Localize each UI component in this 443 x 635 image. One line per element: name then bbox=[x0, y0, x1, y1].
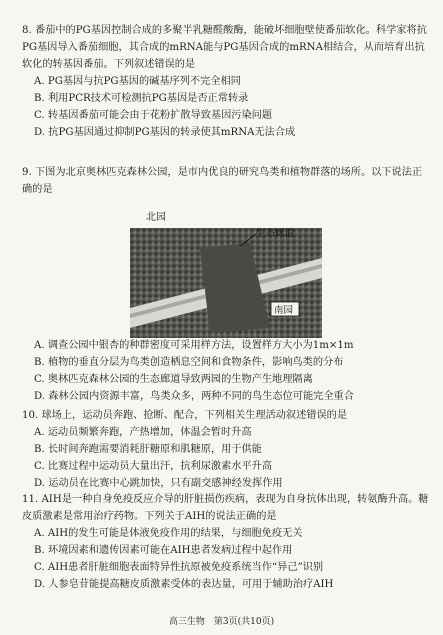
question-11-option-a: A. AIH的发生可能是体液免疫作用的结果，与细胞免疫无关 bbox=[34, 528, 303, 539]
question-10-option-c: C. 比赛过程中运动员大量出汗，抗利尿激素水平升高 bbox=[34, 461, 273, 472]
figure-label-south: 南园 bbox=[274, 305, 294, 316]
question-8-option-b: B. 利用PCR技术可检测抗PG基因是否正常转录 bbox=[34, 93, 249, 104]
page-footer: 高三生物 第3页(共10页) bbox=[168, 617, 275, 627]
question-11-option-d: D. 人参皂苷能提高糖皮质激素受体的表达量，可用于辅助治疗AIH bbox=[34, 579, 334, 590]
question-9-option-d: D. 森林公园内资源丰富，鸟类众多，两种不同的鸟生态位可能完全重合 bbox=[34, 391, 354, 402]
question-10-option-a: A. 运动员频繁奔跑，产热增加，体温会暂时升高 bbox=[34, 427, 252, 438]
question-11-stem: 11. AIH是一种自身免疫反应介导的肝脏损伤疾病，表现为自身抗体出现，转氨酶升高。糖皮质激素是常用治疗药物。下列关于AIH的说法正确的是 bbox=[22, 494, 429, 522]
question-9-stem: 9. 下图为北京奥林匹克森林公园，是市内优良的研究鸟类和植物群落的场所。以下说法正确的是 bbox=[22, 167, 423, 195]
question-8-option-a: A. PG基因与抗PG基因的碱基序列不完全相同 bbox=[34, 76, 241, 87]
park-aerial-photo bbox=[130, 228, 322, 338]
question-9-option-a: A. 调查公园中银杏的种群密度可采用样方法，设置样方大小为1m×1m bbox=[34, 340, 354, 351]
question-11 bbox=[22, 491, 430, 593]
question-8-stem: 8. 番茄中的PG基因控制合成的多聚半乳糖醛酸酶，能破坏细胞壁使番茄软化。科学家将抗PG基因导入番茄细胞，其合成的mRNA能与PG基因合成的mRNA相结合，从而培育出抗软化的转基因番茄。下列叙述错误的是 bbox=[22, 25, 427, 70]
question-8-option-d: D. 抗PG基因通过抑制PG基因的转录使其mRNA无法合成 bbox=[34, 127, 296, 138]
question-10-option-d: D. 运动员在比赛中心跳加快，只有副交感神经发挥作用 bbox=[34, 478, 283, 489]
question-8 bbox=[22, 22, 430, 141]
question-9-option-b: B. 植物的垂直分层为鸟类创造栖息空间和食物条件，影响鸟类的分布 bbox=[34, 357, 344, 368]
question-10 bbox=[22, 407, 430, 492]
question-9-option-c: C. 奥林匹克森林公园的生态廊道导致两园的生物产生地理隔离 bbox=[34, 374, 313, 385]
figure-label-corridor: 生态廊道 bbox=[256, 228, 295, 239]
question-10-option-b: B. 长时间奔跑需要消耗肝糖原和肌糖原，用于供能 bbox=[34, 444, 262, 455]
question-8-option-c: C. 转基因番茄可能会由于花粉扩散导致基因污染问题 bbox=[34, 110, 273, 121]
question-10-stem: 10. 球场上，运动员奔跑、抢断、配合，下列相关生理活动叙述错误的是 bbox=[22, 410, 348, 421]
figure-label-north: 北园 bbox=[146, 212, 166, 223]
question-11-option-c: C. AIH患者肝脏细胞表面特异性抗原被免疫系统当作“异己”识别 bbox=[34, 562, 324, 573]
question-9 bbox=[22, 164, 430, 198]
question-11-option-b: B. 环境因素和遗传因素可能在AIH患者发病过程中起作用 bbox=[34, 545, 293, 556]
question-9-options bbox=[22, 337, 430, 405]
